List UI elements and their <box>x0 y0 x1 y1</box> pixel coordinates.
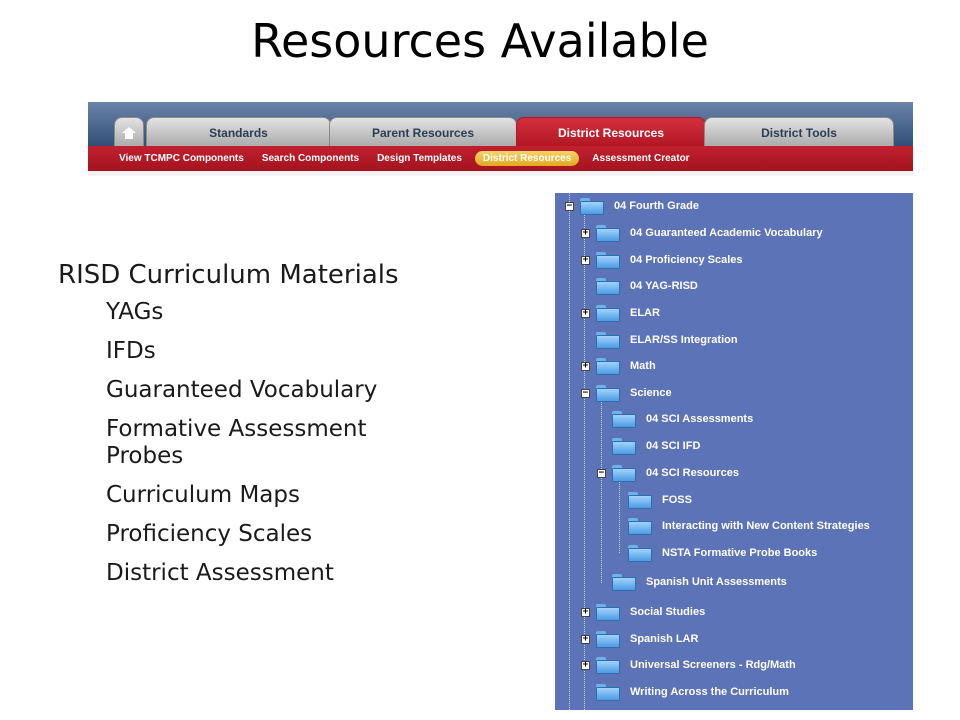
subnav-view-tcmpc-components[interactable]: View TCMPC Components <box>119 153 244 164</box>
folder-icon <box>612 465 636 482</box>
tree-node[interactable] <box>581 602 705 622</box>
tree-node-label: ELAR <box>630 307 660 319</box>
slide-title: Resources Available <box>251 14 709 68</box>
folder-tree <box>555 193 913 710</box>
expand-icon[interactable]: + <box>582 254 589 265</box>
tree-node-label: Science <box>630 387 672 399</box>
tree-node-label: Spanish Unit Assessments <box>646 576 787 588</box>
folder-icon <box>596 278 620 295</box>
nav-screenshot <box>88 102 913 176</box>
tree-node-label: 04 YAG-RISD <box>630 280 698 292</box>
expand-icon[interactable]: + <box>582 227 589 238</box>
tree-node[interactable] <box>613 490 692 510</box>
tab-district-resources[interactable]: District Resources <box>516 117 706 147</box>
expand-icon[interactable]: + <box>582 360 589 371</box>
folder-icon <box>612 574 636 591</box>
tree-node[interactable] <box>581 356 656 376</box>
tree-node-label: 04 SCI IFD <box>646 440 701 452</box>
tree-node[interactable] <box>581 303 660 323</box>
subnav-assessment-creator[interactable]: Assessment Creator <box>592 153 690 164</box>
sub-navigation <box>88 146 913 171</box>
subnav-design-templates[interactable]: Design Templates <box>377 153 462 164</box>
tree-node[interactable] <box>581 330 738 350</box>
tree-node-label: Social Studies <box>630 606 706 618</box>
collapse-icon[interactable]: − <box>566 200 573 211</box>
tree-node-label: Writing Across the Curriculum <box>630 686 789 698</box>
tree-node[interactable] <box>581 655 796 675</box>
folder-icon <box>580 198 604 215</box>
subnav-district-resources[interactable]: District Resources <box>475 151 579 166</box>
tree-connector <box>569 193 570 710</box>
folder-icon <box>596 305 620 322</box>
tree-node[interactable] <box>597 572 787 592</box>
tab-parent-resources[interactable]: Parent Resources <box>329 117 517 147</box>
tab-district-tools[interactable]: District Tools <box>704 117 894 147</box>
folder-icon <box>596 358 620 375</box>
tree-node-label: NSTA Formative Probe Books <box>662 547 818 559</box>
tree-node[interactable] <box>581 223 823 243</box>
list-item: Guaranteed Vocabulary <box>106 377 378 403</box>
folder-icon <box>596 684 620 701</box>
tree-node-label: 04 Guaranteed Academic Vocabulary <box>630 227 823 239</box>
materials-list <box>58 260 438 599</box>
expand-icon[interactable]: + <box>582 307 589 318</box>
tree-node[interactable] <box>597 463 739 483</box>
tree-node[interactable] <box>613 543 817 563</box>
tree-node[interactable] <box>565 196 699 216</box>
tree-node-label: 04 SCI Resources <box>646 467 739 479</box>
folder-icon <box>596 385 620 402</box>
subnav-search-components[interactable]: Search Components <box>261 153 360 164</box>
tree-node[interactable] <box>597 436 700 456</box>
folder-icon <box>596 252 620 269</box>
folder-icon <box>596 225 620 242</box>
collapse-icon[interactable]: − <box>582 387 589 398</box>
nav-bottom-band <box>88 171 913 176</box>
tree-node-label: ELAR/SS Integration <box>630 334 738 346</box>
folder-icon <box>612 411 636 428</box>
folder-icon <box>596 657 620 674</box>
folder-icon <box>612 438 636 455</box>
folder-icon <box>596 631 620 648</box>
home-icon <box>122 127 136 139</box>
tree-node-label: Universal Screeners - Rdg/Math <box>630 659 796 671</box>
list-heading: RISD Curriculum Materials <box>58 260 399 290</box>
folder-icon <box>596 604 620 621</box>
folder-icon <box>596 332 620 349</box>
tree-node[interactable] <box>581 682 789 702</box>
tree-node-label: Interacting with New Content Strategies <box>662 520 870 532</box>
list-item: Formative Assessment Probes <box>106 416 367 469</box>
tree-node-label: FOSS <box>662 494 692 506</box>
collapse-icon[interactable]: − <box>598 467 605 478</box>
list-item: Proficiency Scales <box>106 521 313 547</box>
tree-node-label: Spanish LAR <box>630 633 699 645</box>
tree-node-label: 04 SCI Assessments <box>646 413 754 425</box>
tree-node-label: Math <box>630 360 656 372</box>
tab-home[interactable] <box>114 117 144 147</box>
tree-node-label: 04 Fourth Grade <box>614 200 699 212</box>
tree-node[interactable] <box>581 629 698 649</box>
folder-icon <box>628 545 652 562</box>
folder-icon <box>628 492 652 509</box>
tree-node[interactable] <box>581 276 698 296</box>
folder-icon <box>628 518 652 535</box>
tree-node[interactable] <box>581 383 672 403</box>
list-item: IFDs <box>106 338 156 364</box>
list-item: District Assessment <box>106 560 334 586</box>
expand-icon[interactable]: + <box>582 606 589 617</box>
materials-items <box>58 299 438 587</box>
list-item: Curriculum Maps <box>106 482 300 508</box>
tab-standards[interactable]: Standards <box>146 117 331 147</box>
tree-node-label: 04 Proficiency Scales <box>630 254 743 266</box>
expand-icon[interactable]: + <box>582 633 589 644</box>
list-item: YAGs <box>106 299 164 325</box>
tree-node[interactable] <box>581 250 743 270</box>
tree-node[interactable] <box>613 516 870 536</box>
tree-node[interactable] <box>597 409 753 429</box>
expand-icon[interactable]: + <box>582 659 589 670</box>
